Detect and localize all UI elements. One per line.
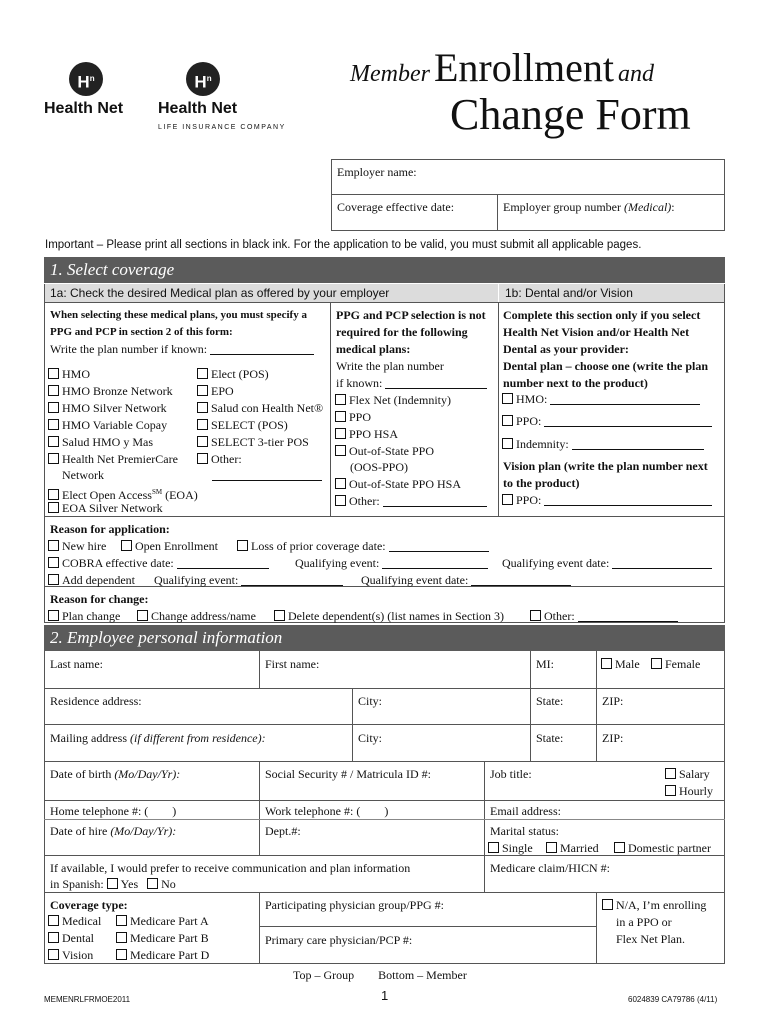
gender-female[interactable] — [651, 656, 700, 672]
dental-hmo[interactable] — [502, 391, 700, 407]
ppg-write: Write the plan number — [336, 359, 444, 373]
plan-label: Out-of-State PPO — [349, 444, 434, 458]
option-label: PPO: — [516, 414, 542, 428]
plan-label: HMO Bronze Network — [62, 384, 173, 398]
ppg-note-1: PPG and PCP selection is not — [336, 308, 486, 322]
form-code-left: MEMENRLFRMOE2011 — [44, 995, 131, 1004]
checkbox[interactable] — [48, 419, 59, 430]
option-label: Salary — [679, 767, 710, 781]
plan-select-3tier[interactable] — [197, 434, 309, 450]
logo-brand-text: Health Net — [158, 100, 238, 117]
checkbox[interactable] — [48, 502, 59, 513]
field-label: Qualifying event: — [295, 556, 380, 570]
checkbox[interactable] — [197, 385, 208, 396]
option-label: PPO: — [516, 493, 542, 507]
plan-eoa-silver[interactable] — [48, 500, 163, 516]
plan-premiercare-network: Network — [62, 468, 104, 482]
checkbox[interactable] — [48, 540, 59, 551]
mailing-state-field[interactable]: State: — [536, 731, 564, 745]
checkbox[interactable] — [546, 842, 557, 853]
coverage-type-label: Coverage type: — [50, 898, 128, 912]
plan-elect-pos[interactable] — [197, 366, 269, 382]
field-label: Date of birth — [50, 767, 115, 781]
checkbox[interactable] — [48, 385, 59, 396]
na-ppo-2: in a PPO or — [616, 915, 672, 929]
service-mark: SM — [151, 488, 163, 496]
group-number-label: Employer group number — [503, 200, 624, 214]
field-label: in Spanish: — [50, 877, 104, 891]
mailing-zip-field[interactable]: ZIP: — [602, 731, 624, 745]
change-address[interactable] — [137, 608, 256, 624]
medical-intro-2: PPG and PCP in section 2 of this form: — [50, 326, 233, 338]
dental-plan-heading-2: number next to the product) — [503, 376, 648, 390]
pcp-field[interactable]: Primary care physician/PCP #: — [265, 933, 413, 947]
checkbox[interactable] — [530, 610, 541, 621]
dental-plan-heading: Dental plan – choose one (write the plan — [503, 359, 708, 373]
reason-new-hire[interactable] — [48, 538, 106, 554]
coverage-effective-date-field[interactable] — [337, 199, 454, 215]
option-label: Dental — [62, 931, 94, 945]
ppg-ifknown — [336, 375, 487, 391]
checkbox[interactable] — [602, 899, 613, 910]
plan-epo[interactable] — [197, 383, 234, 399]
date-of-hire-field[interactable] — [50, 823, 176, 839]
plan-label: Other: — [211, 452, 242, 466]
checkbox[interactable] — [147, 878, 158, 889]
dependent-qualifying-event-date[interactable] — [361, 572, 571, 588]
checkbox[interactable] — [48, 574, 59, 585]
ppg-note-2: required for the following — [336, 325, 468, 339]
important-notice: Important – Please print all sections in black ink. For the application to be valid, you must submit all applicable pages. — [45, 239, 642, 251]
residence-address-field[interactable]: Residence address: — [50, 694, 142, 708]
health-net-life-logo — [158, 62, 286, 134]
form-code-right: 6024839 CA79786 (4/11) — [628, 995, 718, 1004]
option-label: HMO: — [516, 392, 548, 406]
checkbox[interactable] — [48, 610, 59, 621]
logo-brand-text: Health Net — [44, 100, 124, 117]
checkbox[interactable] — [502, 494, 513, 505]
plan-label: Out-of-State PPO HSA — [349, 477, 462, 491]
option-label: Medicare Part A — [130, 914, 209, 928]
checkbox[interactable] — [665, 785, 676, 796]
dep-qualifying-event-line[interactable] — [241, 574, 343, 586]
change-other-line[interactable] — [578, 610, 678, 622]
reason-add-dependent[interactable] — [48, 572, 135, 588]
title-and: and — [617, 61, 654, 87]
checkbox[interactable] — [116, 949, 127, 960]
mailing-address-field[interactable] — [50, 730, 266, 746]
checkbox[interactable] — [335, 394, 346, 405]
residence-state-field[interactable]: State: — [536, 694, 564, 708]
section1a-header: 1a: Check the desired Medical plan as offered by your employer — [44, 284, 498, 302]
plan-hmo-variable[interactable] — [48, 417, 167, 433]
plan-other-line[interactable] — [212, 480, 322, 481]
page-number: 1 — [381, 988, 389, 1003]
checkbox[interactable] — [48, 402, 59, 413]
coverage-medicare-d[interactable] — [116, 947, 209, 963]
ppg-note-3: medical plans: — [336, 342, 411, 356]
plan-hmo-silver[interactable] — [48, 400, 167, 416]
section1-header: 1. Select coverage — [44, 257, 725, 283]
checkbox[interactable] — [488, 842, 499, 853]
plan-premiercare[interactable] — [48, 451, 178, 467]
plan-label: Salud con Health Net® — [211, 401, 324, 415]
dependent-qualifying-event[interactable] — [154, 572, 343, 588]
spanish-pref-2 — [50, 876, 176, 892]
option-label: Single — [502, 841, 533, 855]
plan-number-line[interactable] — [210, 343, 314, 355]
checkbox[interactable] — [137, 610, 148, 621]
option-label: Hourly — [679, 784, 713, 798]
plan-label: SELECT (POS) — [211, 418, 288, 432]
first-name-field[interactable]: First name: — [265, 657, 320, 671]
dv-note-2: Health Net Vision and/or Health Net — [503, 325, 690, 339]
plan-ppo-hsa[interactable] — [335, 426, 398, 442]
coverage-effective-date-label: Coverage effective date: — [337, 200, 455, 214]
checkbox[interactable] — [335, 445, 346, 456]
dental-indemnity-line[interactable] — [572, 438, 704, 450]
logo-sub-text: LIFE INSURANCE COMPANY — [158, 124, 286, 131]
plan-salud-con[interactable] — [197, 400, 323, 416]
checkbox[interactable] — [48, 436, 59, 447]
residence-city-field[interactable]: City: — [358, 694, 383, 708]
checkbox[interactable] — [197, 368, 208, 379]
checkbox[interactable] — [502, 393, 513, 404]
loss-prior-line[interactable] — [389, 540, 489, 552]
option-label: Female — [665, 657, 701, 671]
group-number-colon: : — [671, 200, 675, 214]
checkbox[interactable] — [116, 932, 127, 943]
dental-ppo[interactable] — [502, 413, 712, 429]
checkbox[interactable] — [116, 915, 127, 926]
option-label: Other: — [544, 609, 575, 623]
checkbox[interactable] — [335, 428, 346, 439]
plan-oos-ppo-hsa[interactable] — [335, 476, 461, 492]
checkbox[interactable] — [335, 411, 346, 422]
dental-indemnity[interactable] — [502, 436, 704, 452]
ppg-plan-number-line[interactable] — [385, 377, 487, 389]
checkbox[interactable] — [502, 438, 513, 449]
field-label: Qualifying event date: — [361, 573, 469, 587]
option-label: Medicare Part D — [130, 948, 210, 962]
title-change-form: Change Form — [450, 90, 691, 139]
marital-domestic[interactable] — [614, 840, 711, 856]
copy-distribution: Top – Group Bottom – Member — [293, 968, 467, 982]
plan-label: Elect (POS) — [211, 367, 269, 381]
na-ppo-option[interactable] — [602, 897, 706, 913]
option-label: Add dependent — [62, 573, 135, 587]
pay-salary[interactable] — [665, 766, 710, 782]
title-member: Member — [350, 61, 430, 87]
section2-header: 2. Employee personal information — [44, 625, 725, 651]
option-label: Indemnity: — [516, 437, 569, 451]
logo-mark-icon: $H^n$ — [186, 62, 220, 96]
coverage-medicare-b[interactable] — [116, 930, 209, 946]
field-label: Mailing address — [50, 731, 130, 745]
plan-label: HMO — [62, 367, 91, 381]
dep-qualifying-event-date-line[interactable] — [471, 574, 571, 586]
gender-male[interactable] — [601, 656, 640, 672]
checkbox[interactable] — [335, 478, 346, 489]
cobra-line[interactable] — [177, 557, 269, 569]
pay-hourly[interactable] — [665, 783, 713, 799]
field-label: Date of hire — [50, 824, 111, 838]
plan-number-label: Write the plan number if known: — [50, 342, 208, 356]
plan-label: (EOA) — [162, 488, 198, 502]
checkbox[interactable] — [197, 419, 208, 430]
plan-label: Flex Net (Indemnity) — [349, 393, 451, 407]
checkbox[interactable] — [197, 453, 208, 464]
option-label: Domestic partner — [628, 841, 711, 855]
residence-zip-field[interactable]: ZIP: — [602, 694, 624, 708]
checkbox[interactable] — [237, 540, 248, 551]
marital-single[interactable] — [488, 840, 533, 856]
plan-label: Other: — [349, 494, 380, 508]
checkbox[interactable] — [665, 768, 676, 779]
change-plan[interactable] — [48, 608, 120, 624]
home-phone-field[interactable]: Home telephone #: ( ) — [50, 804, 177, 818]
form-title — [350, 44, 730, 139]
dental-ppo-line[interactable] — [544, 415, 712, 427]
na-ppo-3: Flex Net Plan. — [616, 932, 685, 946]
option-label: Medical — [62, 914, 102, 928]
plan-ppo[interactable] — [335, 409, 371, 425]
plan-label: EPO — [211, 384, 234, 398]
work-phone-field[interactable]: Work telephone #: ( ) — [265, 804, 389, 818]
coverage-medical[interactable] — [48, 913, 101, 929]
plan-label: Elect Open Access — [62, 488, 152, 502]
plan-other[interactable] — [197, 451, 242, 467]
plan-label: SELECT 3-tier POS — [211, 435, 309, 449]
checkbox[interactable] — [48, 915, 59, 926]
option-label: Married — [560, 841, 599, 855]
coverage-dental[interactable] — [48, 930, 94, 946]
vision-ppo-line[interactable] — [544, 494, 712, 506]
option-label: Open Enrollment — [135, 539, 218, 553]
field-label-italic: (Mo/Day/Yr): — [114, 767, 181, 781]
medicare-claim-field[interactable]: Medicare claim/HICN #: — [490, 861, 610, 875]
mi-field[interactable]: MI: — [536, 657, 554, 671]
qualifying-event-date-line[interactable] — [612, 557, 712, 569]
reason-cobra[interactable] — [48, 555, 269, 571]
plan-label: EOA Silver Network — [62, 501, 163, 515]
vision-ppo[interactable] — [502, 492, 712, 508]
plan-flex-net[interactable] — [335, 392, 451, 408]
qualifying-event-line[interactable] — [382, 557, 488, 569]
field-label: Qualifying event date: — [502, 556, 610, 570]
plan-oos-ppo-abbrev: (OOS-PPO) — [350, 460, 409, 474]
plan-label: Salud HMO y Mas — [62, 435, 154, 449]
reason-change-label: Reason for change: — [50, 592, 149, 606]
option-label: New hire — [62, 539, 107, 553]
plan-label: PPO HSA — [349, 427, 399, 441]
plan-hmo[interactable] — [48, 366, 90, 382]
plan-col3-other[interactable] — [335, 493, 487, 509]
coverage-medicare-a[interactable] — [116, 913, 209, 929]
employer-name-label: Employer name: — [337, 165, 417, 179]
checkbox[interactable] — [274, 610, 285, 621]
employer-name-field[interactable] — [337, 164, 417, 180]
dental-hmo-line[interactable] — [550, 393, 700, 405]
plan-oos-ppo[interactable] — [335, 443, 434, 459]
col3-other-line[interactable] — [383, 495, 487, 507]
marital-status-label: Marital status: — [490, 824, 559, 838]
plan-label: HMO Variable Copay — [62, 418, 168, 432]
option-label: COBRA effective date: — [62, 556, 174, 570]
checkbox[interactable] — [651, 658, 662, 669]
checkbox[interactable] — [48, 932, 59, 943]
dv-note-1: Complete this section only if you select — [503, 308, 701, 322]
reason-open-enrollment[interactable] — [121, 538, 218, 554]
option-label: Yes — [120, 877, 139, 891]
option-label: Male — [615, 657, 640, 671]
email-field[interactable]: Email address: — [490, 804, 561, 818]
reason-loss-prior[interactable] — [237, 538, 489, 554]
checkbox[interactable] — [48, 453, 59, 464]
checkbox[interactable] — [197, 436, 208, 447]
checkbox[interactable] — [48, 368, 59, 379]
checkbox[interactable] — [502, 415, 513, 426]
change-other[interactable] — [530, 608, 678, 624]
option-label: Plan change — [62, 609, 121, 623]
plan-salud-hmo[interactable] — [48, 434, 153, 450]
section1b-header: 1b: Dental and/or Vision — [499, 284, 725, 302]
vision-plan-heading-2: to the product) — [503, 476, 580, 490]
coverage-vision[interactable] — [48, 947, 93, 963]
plan-label: Health Net PremierCare — [62, 452, 178, 466]
job-title-field[interactable]: Job title: — [490, 767, 532, 781]
checkbox[interactable] — [48, 489, 59, 500]
checkbox[interactable] — [107, 878, 118, 889]
field-label: Qualifying event: — [154, 573, 239, 587]
cobra-qualifying-event[interactable] — [295, 555, 488, 571]
checkbox[interactable] — [197, 402, 208, 413]
option-label: N/A, I’m enrolling — [616, 898, 707, 912]
field-label-italic: (Mo/Day/Yr): — [110, 824, 177, 838]
checkbox[interactable] — [335, 495, 346, 506]
mailing-city-field[interactable]: City: — [358, 731, 383, 745]
option-label: Vision — [62, 948, 94, 962]
checkbox[interactable] — [48, 557, 59, 568]
plan-label: HMO Silver Network — [62, 401, 167, 415]
dv-note-3: Dental as your provider: — [503, 342, 629, 356]
option-label: Delete dependent(s) (list names in Section 3) — [288, 609, 504, 623]
plan-hmo-bronze[interactable] — [48, 383, 173, 399]
ppg-field[interactable]: Participating physician group/PPG #: — [265, 898, 444, 912]
plan-select-pos[interactable] — [197, 417, 288, 433]
ifknown-label: if known: — [336, 376, 383, 390]
dob-field[interactable] — [50, 766, 180, 782]
spanish-pref-1: If available, I would prefer to receive communication and plan information — [50, 861, 411, 875]
option-label: Medicare Part B — [130, 931, 209, 945]
vision-plan-heading: Vision plan (write the plan number next — [503, 459, 708, 473]
dept-field[interactable]: Dept.#: — [265, 824, 301, 838]
field-label-italic: (if different from residence): — [130, 731, 266, 745]
employer-group-number-field[interactable] — [503, 199, 675, 215]
option-label: Change address/name — [151, 609, 256, 623]
checkbox[interactable] — [121, 540, 132, 551]
checkbox[interactable] — [601, 658, 612, 669]
checkbox[interactable] — [614, 842, 625, 853]
change-delete-dependent[interactable] — [274, 608, 504, 624]
title-enrollment: Enrollment — [433, 45, 614, 90]
reason-application-label: Reason for application: — [50, 522, 170, 536]
health-net-logo — [44, 62, 144, 122]
medical-plan-number — [50, 341, 314, 357]
checkbox[interactable] — [48, 949, 59, 960]
ssn-field[interactable]: Social Security # / Matricula ID #: — [265, 767, 431, 781]
logo-mark-icon: $H^n$ — [69, 62, 103, 96]
plan-label: PPO — [349, 410, 372, 424]
last-name-field[interactable]: Last name: — [50, 657, 103, 671]
group-number-italic: (Medical) — [623, 200, 672, 214]
marital-married[interactable] — [546, 840, 599, 856]
medical-intro-1: When selecting these medical plans, you must specify a — [50, 309, 307, 321]
option-label: No — [161, 877, 176, 891]
option-label: Loss of prior coverage date: — [251, 539, 386, 553]
cobra-qualifying-event-date[interactable] — [502, 555, 712, 571]
